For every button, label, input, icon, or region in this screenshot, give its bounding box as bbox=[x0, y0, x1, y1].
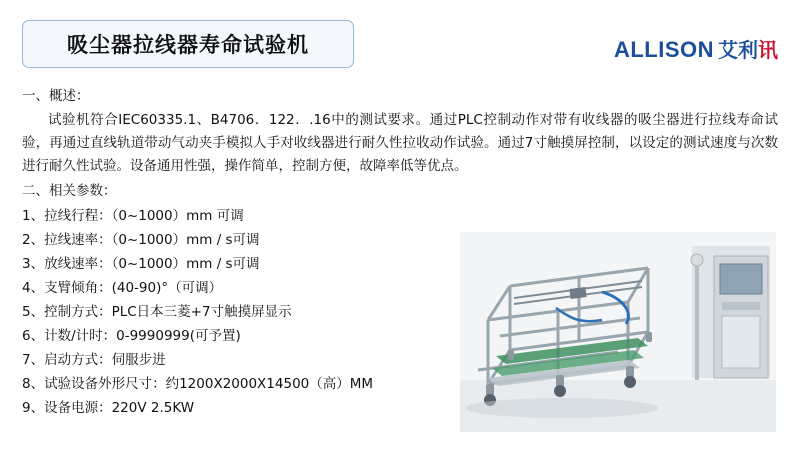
page-title-box bbox=[22, 20, 354, 68]
param-item: 3、放线速率：（0~1000）mm / s可调 bbox=[22, 256, 260, 272]
machine-photo bbox=[452, 228, 782, 436]
overview-heading: 一、概述： bbox=[22, 88, 90, 104]
param-item: 5、控制方式：PLC日本三菱+7寸触摸屏显示 bbox=[22, 304, 292, 320]
page-title: 吸尘器拉线器寿命试验机 bbox=[67, 33, 309, 57]
overview-paragraph: 试验机符合IEC60335.1、B4706．122．.16中的测试要求。通过PLC控制动作对带有收线器的吸尘器进行拉线寿命试验，再通过直线轨道带动气动夹手模拟人手对收线器进行耐久性拉收动作试验。通过7寸触摸屏控制，以设定的测试速度与次数进行耐久性试验。设备通用性强，操作简单，控制方便，故障率低等优点。 bbox=[22, 112, 778, 174]
params-list bbox=[22, 204, 452, 420]
param-item: 7、启动方式：伺服步进 bbox=[22, 352, 166, 368]
param-item: 6、计数/计时：0-9990999(可予置) bbox=[22, 328, 241, 344]
param-item: 9、设备电源：220V 2.5KW bbox=[22, 400, 195, 416]
param-item: 4、支臂倾角：(40-90)°（可调） bbox=[22, 280, 223, 296]
param-item: 8、试验设备外形尺寸：约1200X2000X14500（高）MM bbox=[22, 376, 374, 392]
brand-name-en: ALLISON bbox=[613, 37, 714, 62]
params-heading: 二、相关参数： bbox=[22, 183, 117, 199]
param-item: 1、拉线行程：（0~1000）mm 可调 bbox=[22, 208, 244, 224]
param-item: 2、拉线速率：（0~1000）mm / s可调 bbox=[22, 232, 260, 248]
brand-name-cn-part1: 艾利 bbox=[718, 38, 758, 62]
brand-name-cn bbox=[718, 34, 778, 63]
brand-logo bbox=[614, 34, 778, 63]
brand-name-cn-part2: 讯 bbox=[758, 38, 778, 62]
